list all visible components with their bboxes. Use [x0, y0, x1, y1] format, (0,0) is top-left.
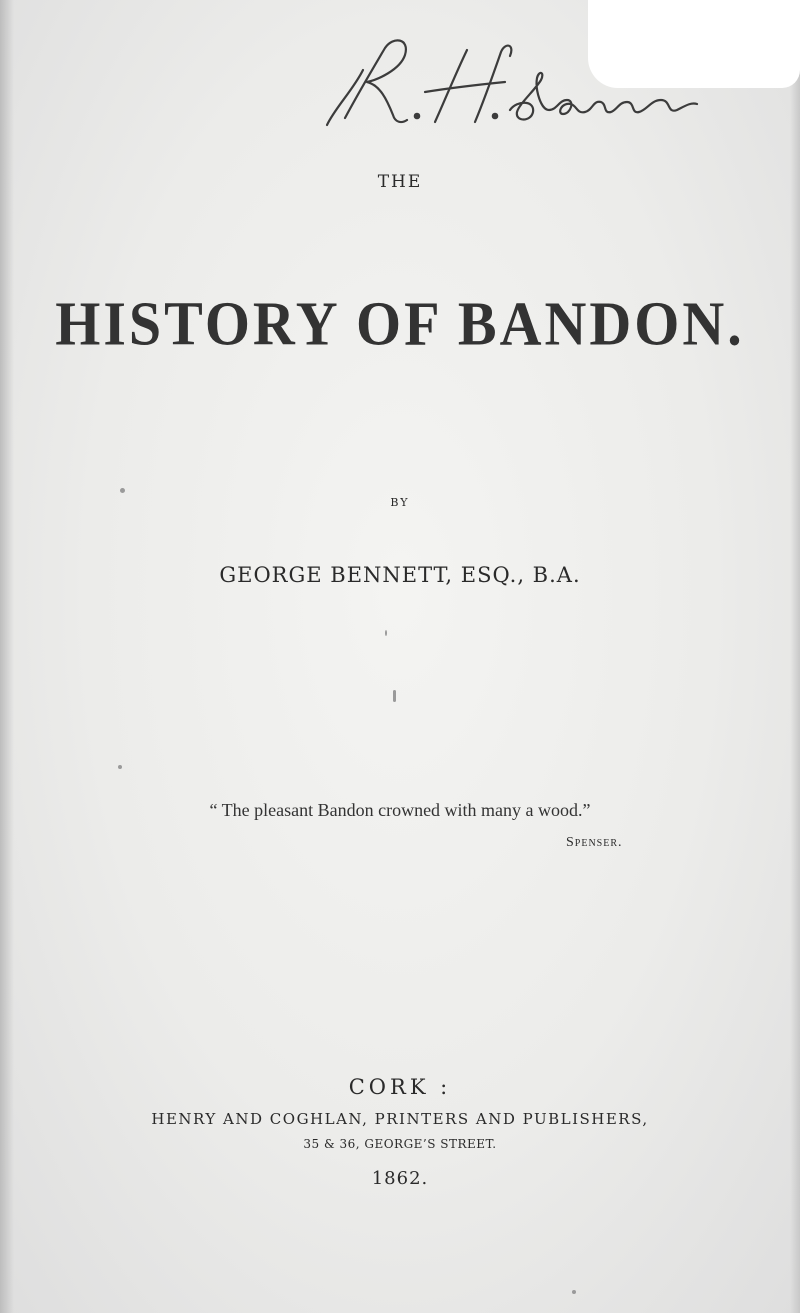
- title-article: THE: [377, 172, 423, 192]
- author-name: GEORGE BENNETT, ESQ., B.A.: [219, 563, 581, 587]
- imprint-place: CORK :: [348, 1075, 452, 1099]
- paper-speck: [393, 690, 396, 702]
- redaction-patch: [588, 0, 800, 88]
- paper-speck: [118, 765, 122, 769]
- imprint-year: 1862.: [371, 1168, 429, 1189]
- imprint-publisher: HENRY AND COGHLAN, PRINTERS AND PUBLISHERS,: [151, 1110, 649, 1128]
- paper-speck: [385, 630, 387, 636]
- byline-label: BY: [390, 496, 410, 509]
- paper-speck: [120, 488, 125, 493]
- imprint-address: 35 & 36, GEORGE’S STREET.: [303, 1137, 497, 1151]
- epigraph-attribution: Spenser.: [566, 835, 623, 850]
- paper-speck: [572, 1290, 576, 1294]
- book-title: HISTORY OF BANDON.: [55, 288, 745, 359]
- epigraph: “ The pleasant Bandon crowned with many a wood.”: [209, 800, 591, 820]
